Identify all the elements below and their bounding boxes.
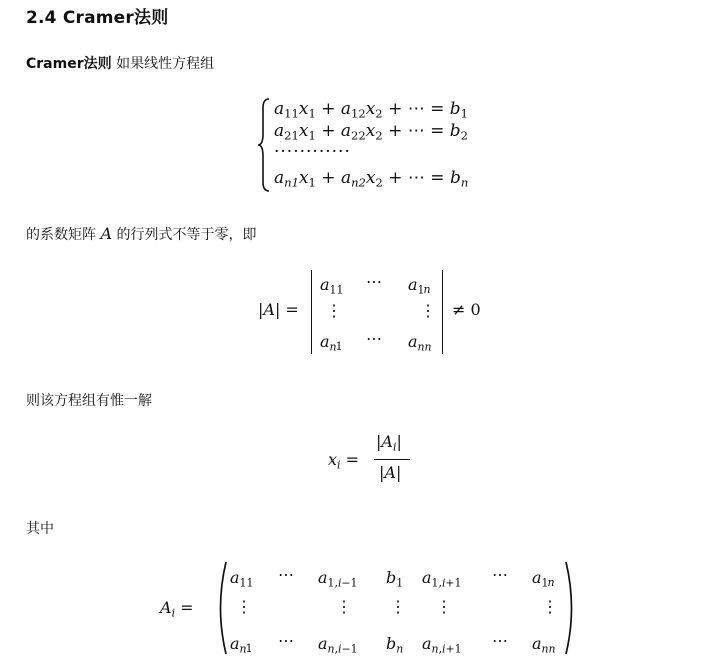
m-cdots-1: ⋯ <box>278 565 294 584</box>
det-lhs: |A| = <box>258 300 299 319</box>
m-a1n: $a_{1n}$ <box>532 568 555 590</box>
m-an-im1: $a_{n,i-1}$ <box>318 634 358 656</box>
m-ann: $a_{nn}$ <box>532 634 556 656</box>
det-right-bar <box>442 270 443 354</box>
determinant-equation <box>256 268 496 358</box>
m-b1: $b_1$ <box>386 568 404 590</box>
m-cdots-2: ⋯ <box>492 565 508 584</box>
det-vdots-left: ⋮ <box>326 301 342 320</box>
m-vdots-3: ⋮ <box>390 597 406 616</box>
matrix-lhs: $A_i$ = <box>160 598 194 620</box>
det-cdots-bottom: ⋯ <box>366 329 382 348</box>
m-cdots-4: ⋯ <box>492 631 508 650</box>
m-vdots-2: ⋮ <box>336 597 352 616</box>
matrix-symbol: A <box>100 224 113 243</box>
m-a1-im1: $a_{1,i-1}$ <box>318 568 358 590</box>
m-bn: $b_n$ <box>386 634 404 656</box>
m-a1-ip1: $a_{1,i+1}$ <box>422 568 462 590</box>
left-paren <box>212 560 228 656</box>
m-vdots-1: ⋮ <box>236 597 252 616</box>
det-neq-zero: ≠ 0 <box>452 300 481 319</box>
section-heading: 2.4 Cramer法则 <box>26 8 169 28</box>
det-left-bar <box>311 270 312 354</box>
m-vdots-4: ⋮ <box>436 597 452 616</box>
det-a11: $a_{11}$ <box>320 275 344 297</box>
left-brace <box>256 96 272 194</box>
solution-denominator: |A| <box>379 463 402 482</box>
m-an-ip1: $a_{n,i+1}$ <box>422 634 462 656</box>
det-cdots-top: ⋯ <box>366 272 382 291</box>
intro-text: 如果线性方程组 <box>111 56 215 72</box>
m-a11: $a_{11}$ <box>230 568 254 590</box>
m-vdots-5: ⋮ <box>542 597 558 616</box>
det-a1n: $a_{1n}$ <box>408 275 431 297</box>
equation-system <box>256 96 516 196</box>
coefficient-paragraph <box>26 224 256 244</box>
solution-numerator: $|A_i|$ <box>376 432 402 454</box>
equation-row-2: $a_{21}x_1 + a_{22}x_2$ + ⋯ = $b_2$ <box>274 121 469 143</box>
solution-lhs: $x_i$ = <box>328 450 360 472</box>
intro-paragraph <box>26 53 214 73</box>
where-paragraph: 其中 <box>26 521 54 537</box>
det-ann: $a_{nn}$ <box>408 332 432 354</box>
rule-term: Cramer法则 <box>26 56 112 72</box>
det-an1: $a_{n1}$ <box>320 332 343 354</box>
right-paren <box>564 560 580 656</box>
matrix-ai <box>160 560 580 658</box>
unique-solution-paragraph: 则该方程组有惟一解 <box>26 393 152 409</box>
equation-row-1: $a_{11}x_1 + a_{12}x_2$ + ⋯ = $b_1$ <box>274 99 469 121</box>
m-an1: $a_{n1}$ <box>230 634 253 656</box>
equation-row-n: $a_{n1}x_1 + a_{n2}x_2$ + ⋯ = $b_n$ <box>274 168 469 190</box>
fraction-bar <box>374 459 410 460</box>
equation-row-dots: ············ <box>274 142 351 162</box>
para2-before: 的系数矩阵 <box>26 227 101 243</box>
det-vdots-right: ⋮ <box>420 301 436 320</box>
para2-after: 的行列式不等于零，即 <box>112 227 257 243</box>
solution-formula <box>328 432 428 488</box>
m-cdots-3: ⋯ <box>278 631 294 650</box>
